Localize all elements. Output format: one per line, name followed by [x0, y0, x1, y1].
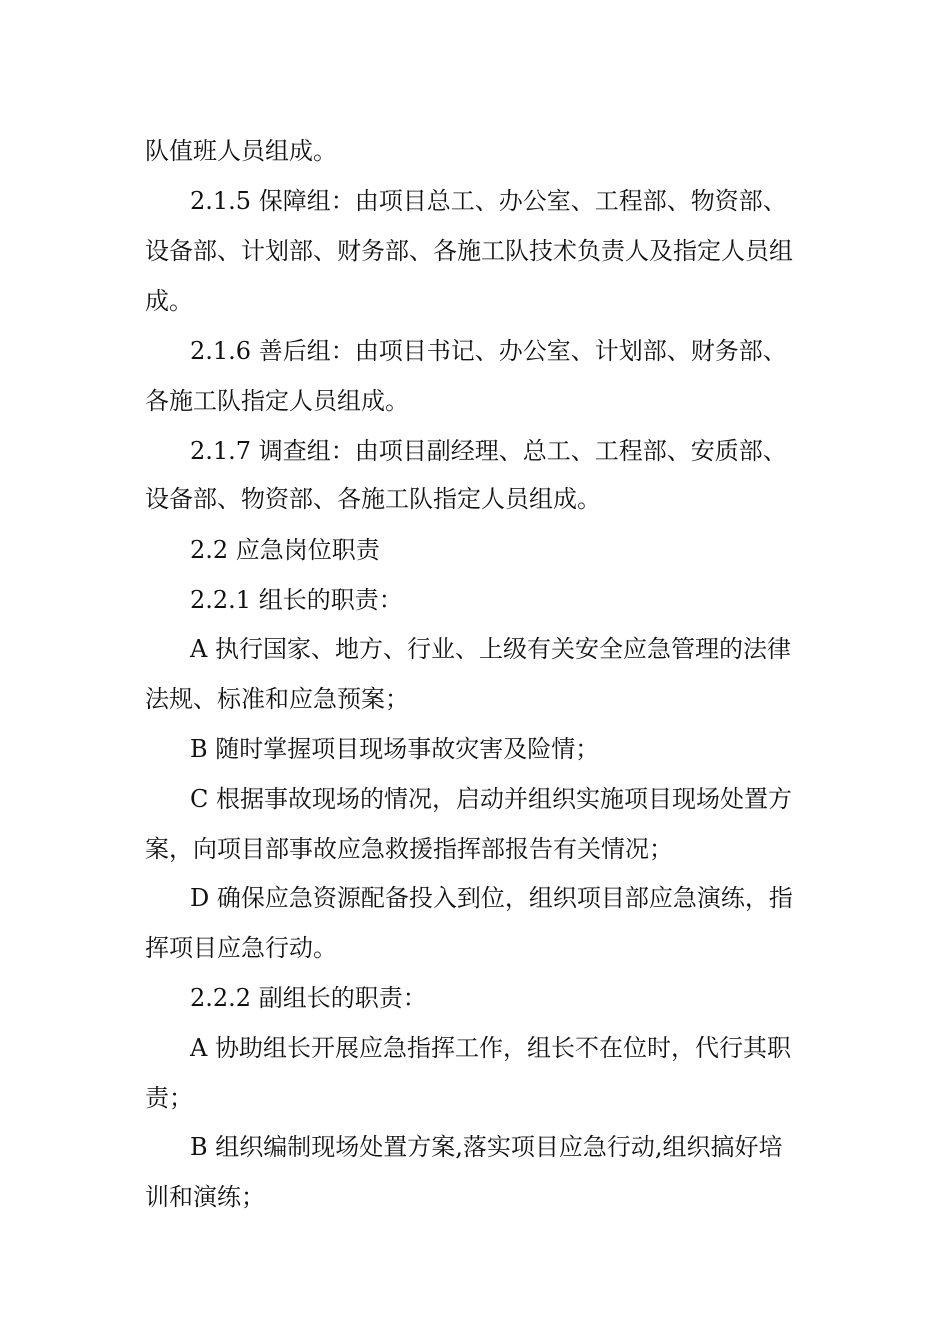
text-line: A 协助组长开展应急指挥工作，组长不在位时，代行其职 [190, 1034, 791, 1062]
text-line: 法规、标准和应急预案； [145, 685, 409, 713]
text-line: 训和演练； [145, 1183, 265, 1211]
text-line: 2.1.6 善后组：由项目书记、办公室、计划部、财务部、 [190, 337, 787, 365]
text-line: 案，向项目部事故应急救援指挥部报告有关情况； [145, 835, 673, 863]
text-line: 队值班人员组成。 [145, 137, 337, 165]
text-line: B 组织编制现场处置方案,落实项目应急行动,组织搞好培 [190, 1133, 783, 1161]
subsection-heading: 2.2.1 组长的职责： [190, 586, 403, 614]
text-line: 挥项目应急行动。 [145, 934, 337, 962]
text-line: D 确保应急资源配备投入到位，组织项目部应急演练，指 [190, 884, 793, 912]
text-line: 设备部、物资部、各施工队指定人员组成。 [145, 485, 601, 513]
section-heading: 2.2 应急岗位职责 [190, 536, 380, 564]
text-line: A 执行国家、地方、行业、上级有关安全应急管理的法律 [190, 635, 791, 663]
text-line: 成。 [145, 287, 193, 315]
text-line: B 随时掌握项目现场事故灾害及险情； [190, 735, 600, 763]
text-line: 设备部、计划部、财务部、各施工队技术负责人及指定人员组 [145, 237, 793, 265]
text-line: C 根据事故现场的情况，启动并组织实施项目现场处置方 [190, 785, 792, 813]
text-line: 各施工队指定人员组成。 [145, 387, 409, 415]
text-line: 2.1.5 保障组：由项目总工、办公室、工程部、物资部、 [190, 187, 787, 215]
subsection-heading: 2.2.2 副组长的职责： [190, 984, 427, 1012]
text-line: 2.1.7 调查组：由项目副经理、总工、工程部、安质部、 [190, 437, 787, 465]
text-line: 责； [145, 1084, 193, 1112]
